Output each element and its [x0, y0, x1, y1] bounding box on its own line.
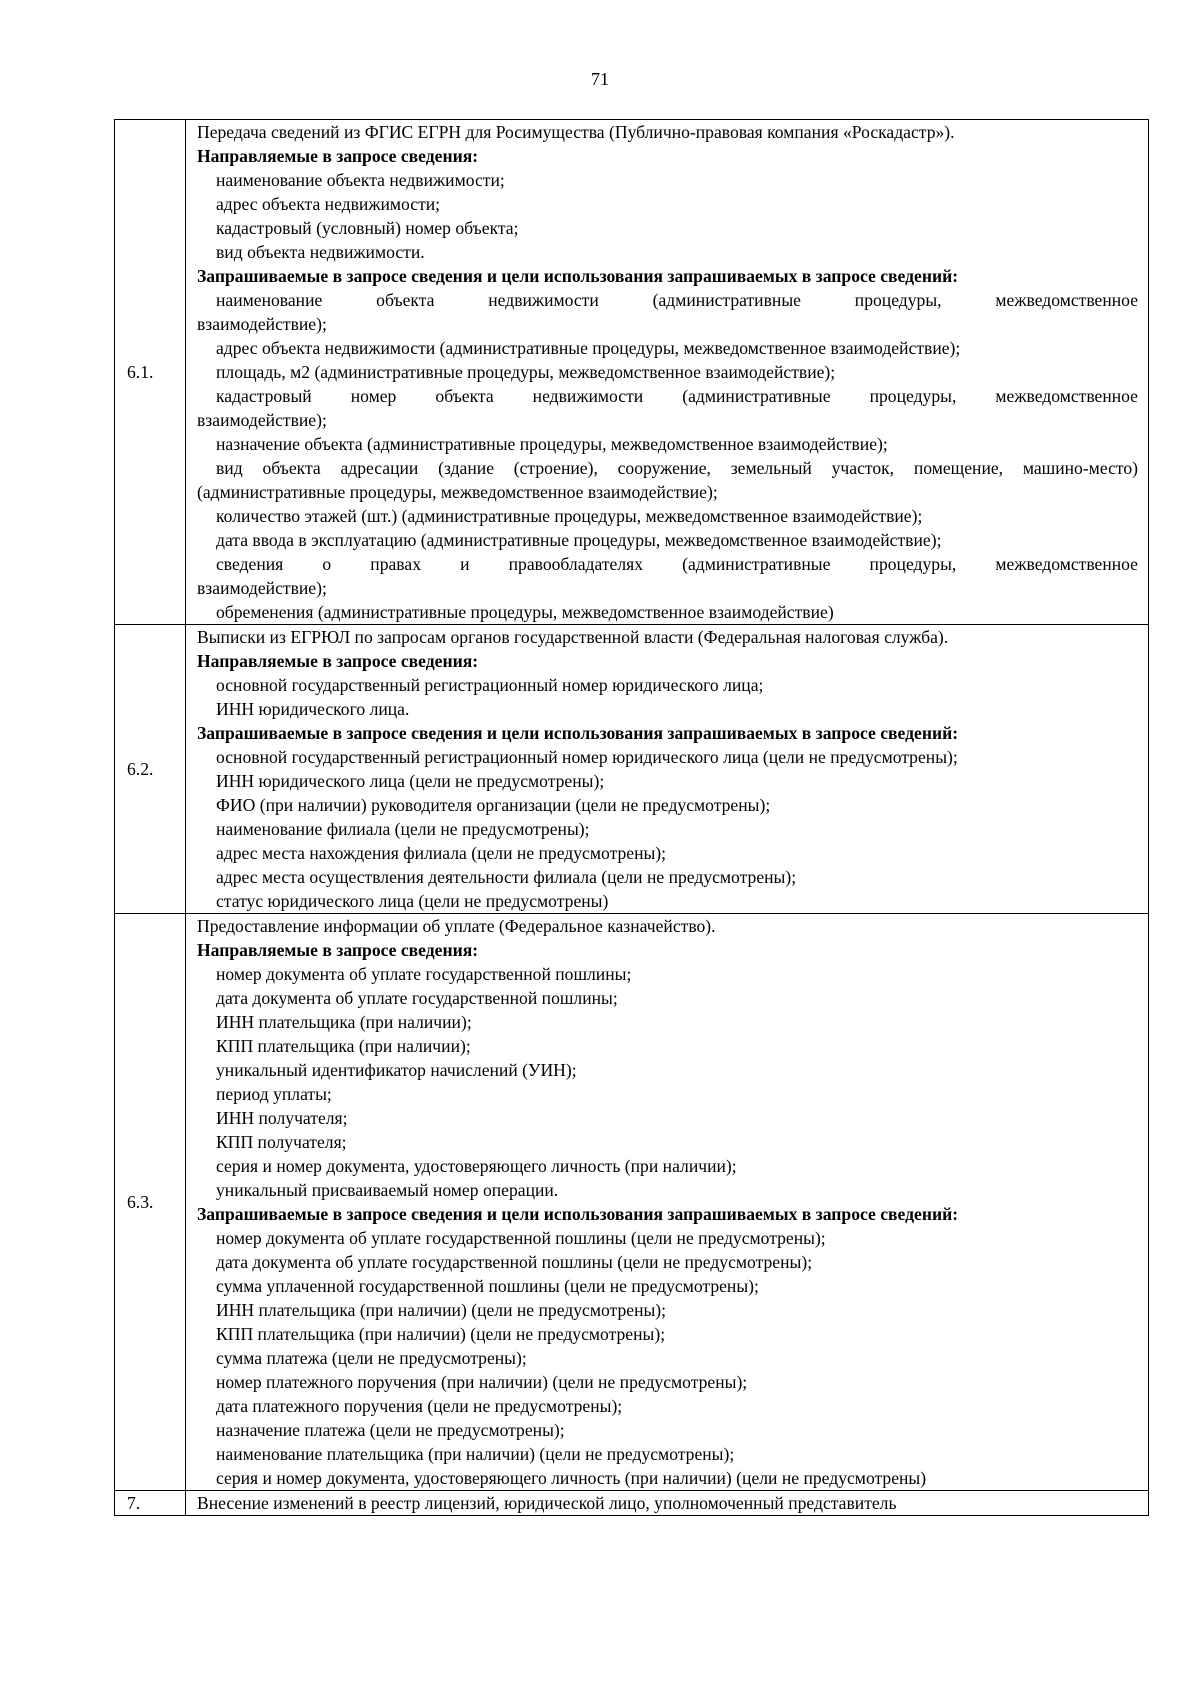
list-item: серия и номер документа, удостоверяющего личность (при наличии);	[216, 1156, 737, 1176]
section-heading: Запрашиваемые в запросе сведения и цели использования запрашиваемых в запросе сведений:	[197, 266, 959, 286]
section-heading: Направляемые в запросе сведения:	[197, 651, 479, 671]
table-row	[115, 914, 1149, 1491]
list-item: назначение платежа (цели не предусмотрены);	[216, 1420, 565, 1440]
row-content	[186, 120, 1149, 625]
text-line: (административные процедуры, межведомственное взаимодействие);	[197, 482, 718, 502]
row-content	[186, 914, 1149, 1491]
list-item: наименование плательщика (при наличии) (цели не предусмотрены);	[216, 1444, 735, 1464]
section-heading: Направляемые в запросе сведения:	[197, 146, 479, 166]
list-item: вид объекта недвижимости.	[216, 242, 425, 262]
list-item: основной государственный регистрационный номер юридического лица;	[216, 675, 764, 695]
table-body	[115, 120, 1149, 1516]
text-line: взаимодействие);	[197, 410, 327, 430]
list-item: основной государственный регистрационный номер юридического лица (цели не предусмотрены);	[216, 747, 958, 767]
section-heading: Запрашиваемые в запросе сведения и цели использования запрашиваемых в запросе сведений:	[197, 1204, 959, 1224]
section-heading: Направляемые в запросе сведения:	[197, 940, 479, 960]
document-table	[114, 119, 1149, 1516]
list-item: КПП получателя;	[216, 1132, 347, 1152]
row-number: 6.2.	[115, 625, 186, 914]
row-content	[186, 1491, 1149, 1516]
list-item: площадь, м2 (административные процедуры, межведомственное взаимодействие);	[216, 362, 836, 382]
list-item: дата ввода в эксплуатацию (административные процедуры, межведомственное взаимодействие);	[216, 530, 942, 550]
list-item: количество этажей (шт.) (административные процедуры, межведомственное взаимодействие);	[216, 506, 923, 526]
page-number: 71	[591, 69, 609, 89]
list-item: наименование объекта недвижимости;	[216, 170, 505, 190]
row-number: 7.	[115, 1491, 186, 1516]
list-item: адрес места нахождения филиала (цели не предусмотрены);	[216, 843, 667, 863]
list-item: кадастровый номер объекта недвижимости (административные процедуры, межведомственное	[216, 386, 1138, 406]
list-item: уникальный идентификатор начислений (УИН);	[216, 1060, 577, 1080]
list-item: дата документа об уплате государственной пошлины;	[216, 988, 618, 1008]
text-line: взаимодействие);	[197, 578, 327, 598]
list-item: ИНН получателя;	[216, 1108, 348, 1128]
row-number: 6.1.	[115, 120, 186, 625]
list-item: номер платежного поручения (при наличии) (цели не предусмотрены);	[216, 1372, 748, 1392]
list-item: адрес объекта недвижимости;	[216, 194, 441, 214]
list-item: дата документа об уплате государственной пошлины (цели не предусмотрены);	[216, 1252, 813, 1272]
row-title: Внесение изменений в реестр лицензий, юридической лицо, уполномоченный представитель	[197, 1493, 897, 1513]
row-title: Выписки из ЕГРЮЛ по запросам органов государственной власти (Федеральная налоговая служба).	[197, 627, 949, 647]
list-item: КПП плательщика (при наличии);	[216, 1036, 471, 1056]
list-item: ИНН плательщика (при наличии);	[216, 1012, 472, 1032]
list-item: КПП плательщика (при наличии) (цели не предусмотрены);	[216, 1324, 666, 1344]
list-item: адрес объекта недвижимости (административные процедуры, межведомственное взаимодействие);	[216, 338, 961, 358]
list-item: номер документа об уплате государственной пошлины (цели не предусмотрены);	[216, 1228, 826, 1248]
list-item: наименование объекта недвижимости (административные процедуры, межведомственное	[216, 290, 1138, 310]
list-item: вид объекта адресации (здание (строение), сооружение, земельный участок, помещение, машино-место)	[216, 458, 1138, 478]
list-item: сумма платежа (цели не предусмотрены);	[216, 1348, 527, 1368]
row-content	[186, 625, 1149, 914]
list-item: ИНН юридического лица.	[216, 699, 410, 719]
list-item: ИНН плательщика (при наличии) (цели не предусмотрены);	[216, 1300, 667, 1320]
table-row	[115, 625, 1149, 914]
list-item: номер документа об уплате государственной пошлины;	[216, 964, 632, 984]
list-item: наименование филиала (цели не предусмотрены);	[216, 819, 590, 839]
list-item: ИНН юридического лица (цели не предусмотрены);	[216, 771, 605, 791]
list-item: сумма уплаченной государственной пошлины (цели не предусмотрены);	[216, 1276, 759, 1296]
text-line: взаимодействие);	[197, 314, 327, 334]
list-item: статус юридического лица (цели не предусмотрены)	[216, 891, 609, 911]
table-row	[115, 1491, 1149, 1516]
row-title: Передача сведений из ФГИС ЕГРН для Росимущества (Публично-правовая компания «Роскадастр»).	[197, 122, 955, 142]
list-item: период уплаты;	[216, 1084, 332, 1104]
list-item: уникальный присваиваемый номер операции.	[216, 1180, 559, 1200]
list-item: ФИО (при наличии) руководителя организации (цели не предусмотрены);	[216, 795, 771, 815]
table-row	[115, 120, 1149, 625]
row-number: 6.3.	[115, 914, 186, 1491]
list-item: кадастровый (условный) номер объекта;	[216, 218, 519, 238]
list-item: серия и номер документа, удостоверяющего личность (при наличии) (цели не предусмотрены)	[216, 1468, 927, 1488]
list-item: назначение объекта (административные процедуры, межведомственное взаимодействие);	[216, 434, 888, 454]
list-item: адрес места осуществления деятельности филиала (цели не предусмотрены);	[216, 867, 797, 887]
list-item: обременения (административные процедуры, межведомственное взаимодействие)	[216, 602, 834, 622]
list-item: дата платежного поручения (цели не предусмотрены);	[216, 1396, 623, 1416]
list-item: сведения о правах и правообладателях (административные процедуры, межведомственное	[216, 554, 1138, 574]
row-title: Предоставление информации об уплате (Федеральное казначейство).	[197, 916, 716, 936]
section-heading: Запрашиваемые в запросе сведения и цели использования запрашиваемых в запросе сведений:	[197, 723, 959, 743]
